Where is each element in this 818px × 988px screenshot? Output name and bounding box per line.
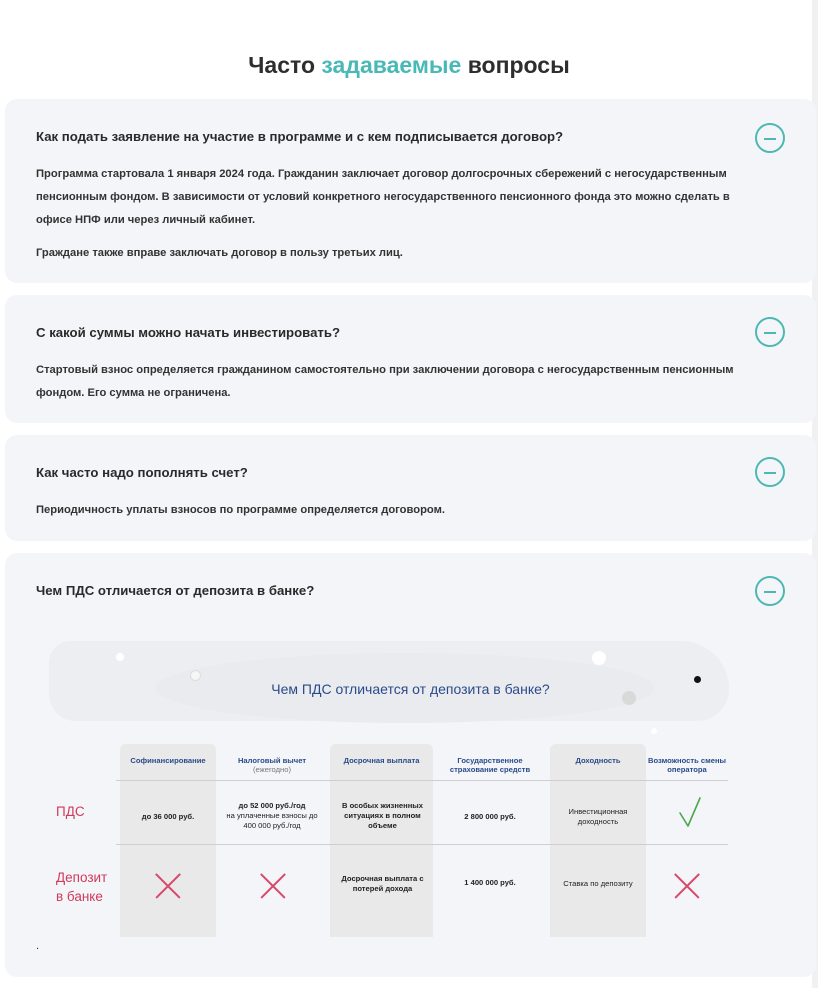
cross-icon <box>672 871 702 901</box>
cell: 2 800 000 руб. <box>464 812 516 821</box>
cell: Инвестиционная доходность <box>568 807 628 826</box>
column-header: Софинансирование <box>130 756 206 765</box>
check-icon <box>676 795 704 829</box>
title-accent: задаваемые <box>321 52 462 78</box>
cell: 1 400 000 руб. <box>464 878 516 887</box>
answer-paragraph: Программа стартовала 1 января 2024 года. Гражданин заключает договор долгосрочных сбережений с негосударственным пенсионным фондом. В зависимости от условий конкретного негосударственного пенсионного фонда это можно сделать в офисе НПФ или через личный кабинет. <box>36 168 730 226</box>
faq-answer <box>36 359 756 415</box>
answer-paragraph: Граждане также вправе заключать договор в пользу третьих лиц. <box>36 247 403 259</box>
row-label-pds: ПДС <box>56 804 85 819</box>
footnote: . <box>36 940 40 952</box>
faq-item-4 <box>5 553 816 977</box>
cell: до 36 000 руб. <box>141 812 195 821</box>
row-divider <box>116 844 728 845</box>
faq-item-2 <box>5 295 816 423</box>
column-header: Государственное страхование средств <box>449 756 531 774</box>
faq-question[interactable]: С какой суммы можно начать инвестировать? <box>36 325 341 340</box>
minus-circle-icon[interactable] <box>755 317 785 347</box>
minus-circle-icon[interactable] <box>755 123 785 153</box>
answer-paragraph: Периодичность уплаты взносов по программе определяется договором. <box>36 504 445 516</box>
column-header: Возможность смены оператора <box>647 756 727 774</box>
decor-dot <box>116 653 124 661</box>
title-part1: Часто <box>248 52 316 78</box>
cross-icon <box>153 871 183 901</box>
column-bg <box>330 744 433 937</box>
faq-question[interactable]: Как часто надо пополнять счет? <box>36 465 248 480</box>
page-title <box>0 52 818 79</box>
column-bg <box>120 744 216 937</box>
faq-answer <box>36 163 766 275</box>
faq-item-1 <box>5 99 816 283</box>
title-part2: вопросы <box>467 52 570 78</box>
infographic-title: Чем ПДС отличается от депозита в банке? <box>271 681 550 697</box>
cross-icon <box>258 871 288 901</box>
faq-answer <box>36 499 756 532</box>
faq-question[interactable]: Как подать заявление на участие в программе и с кем подписывается договор? <box>36 129 564 144</box>
row-divider <box>116 780 728 781</box>
cell: Досрочная выплата с потерей дохода <box>341 874 424 893</box>
faq-item-3 <box>5 435 816 541</box>
cell: до 52 000 руб./год на уплаченные взносы до 400 000 руб./год <box>226 801 318 830</box>
row-label-deposit: Депозит в банке <box>56 870 108 904</box>
cell: В особых жизненных ситуациях в полном объеме <box>341 801 424 830</box>
column-header: Налоговый вычет (ежегодно) <box>237 756 307 774</box>
decor-dot <box>592 651 606 665</box>
faq-question[interactable]: Чем ПДС отличается от депозита в банке? <box>36 583 315 598</box>
cell: Ставка по депозиту <box>563 879 633 888</box>
column-header: Досрочная выплата <box>343 756 420 765</box>
decor-dot <box>190 670 201 681</box>
column-header: Доходность <box>575 756 621 765</box>
comparison-infographic <box>5 553 816 977</box>
column-bg <box>550 744 646 937</box>
answer-paragraph: Стартовый взнос определяется гражданином самостоятельно при заключении договора с негосударственным пенсионным фондом. Его сумма не ограничена. <box>36 364 734 399</box>
decor-dot <box>651 728 657 734</box>
minus-circle-icon[interactable] <box>755 457 785 487</box>
